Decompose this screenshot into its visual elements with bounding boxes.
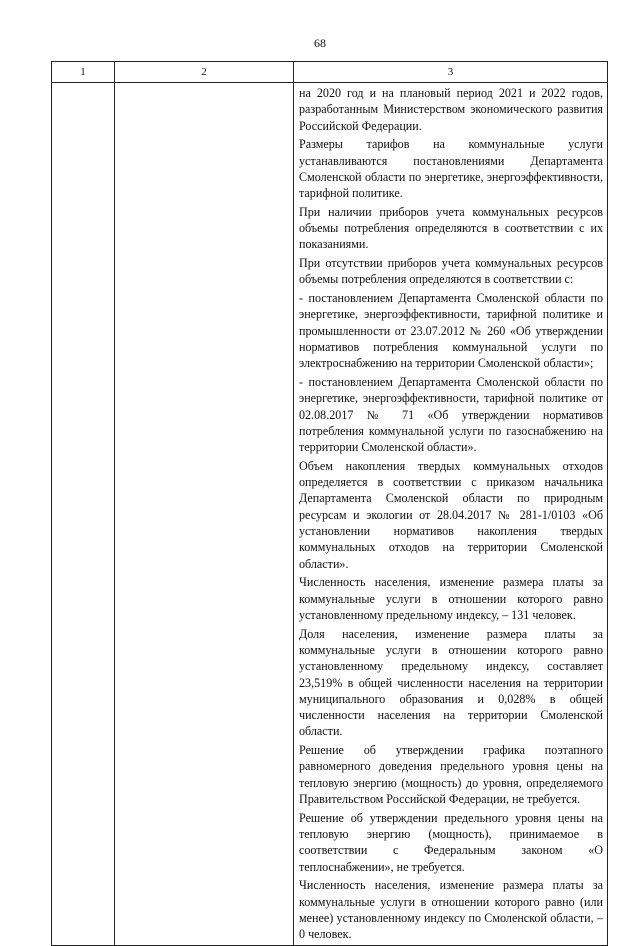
- cell-text: [294, 83, 607, 942]
- paragraph: Доля населения, изменение размера платы за коммунальные услуги в отношении которого равно установленному предельному индексу, составляет 23,519% в общей численности населения на территории муниципального образования и 0,028% в общей численности населения на территории Смоленской области.: [299, 626, 603, 739]
- paragraph: - постановлением Департамента Смоленской области по энергетике, энергоэффективности, тарифной политике от 02.08.2017 № 71 «Об утверждении нормативов потребления коммунальной услуги по газоснабжению на территории Смоленской области».: [299, 375, 603, 455]
- paragraph: на 2020 год и на плановый период 2021 и 2022 годов, разработанным Министерством экономического развития Российской Федерации.: [299, 86, 603, 133]
- paragraph: Численность населения, изменение размера платы за коммунальные услуги в отношении которого равно установленному предельному индексу, – 131 человек.: [299, 575, 603, 622]
- paragraph: При отсутствии приборов учета коммунальных ресурсов объемы потребления определяются в соответствии с:: [299, 256, 603, 287]
- cell-col-1: [52, 83, 115, 946]
- paragraph: Решение об утверждении предельного уровня цены на тепловую энергию (мощность), принимаемое в соответствии с Федеральным законом «О теплоснабжении», не требуется.: [299, 810, 603, 874]
- paragraph: Объем накопления твердых коммунальных отходов определяется в соответствии с приказом начальника Департамента Смоленской области по природным ресурсам и экологии от 28.04.2017 № 281-1/0103 «Об установлении нормативов накопления твердых коммунальных отходов на территории Смоленской области».: [299, 458, 603, 571]
- paragraph: Решение об утверждении графика поэтапного равномерного доведения предельного уровня цены на тепловую энергию (мощность) до уровня, определяемого Правительством Российской Федерации, не требуется.: [299, 743, 603, 806]
- page-number: 68: [314, 36, 326, 50]
- column-header-3: 3: [294, 62, 608, 83]
- paragraph: При наличии приборов учета коммунальных ресурсов объемы потребления определяются в соответствии с их показаниями.: [299, 204, 603, 252]
- paragraph: Размеры тарифов на коммунальные услуги устанавливаются постановлениями Департамента Смоленской области по энергетике, энергоэффективности, тарифной политике.: [299, 137, 603, 201]
- table-row: [52, 83, 608, 946]
- paragraph: - постановлением Департамента Смоленской области по энергетике, энергоэффективности, тарифной политике и промышленности от 23.07.2012 № 260 «Об утверждении нормативов потребления коммунальной услуги по электроснабжению на территории Смоленской области»;: [299, 291, 603, 371]
- paragraph: Численность населения, изменение размера платы за коммунальные услуги в отношении которого равно (или менее) установленному индексу по Смоленской области, – 0 человек.: [299, 878, 603, 942]
- column-header-1: 1: [52, 62, 115, 83]
- document-table: [51, 61, 608, 946]
- cell-col-2: [115, 83, 294, 946]
- cell-col-3: [294, 83, 608, 946]
- table-header-row: [52, 62, 608, 83]
- column-header-2: 2: [115, 62, 294, 83]
